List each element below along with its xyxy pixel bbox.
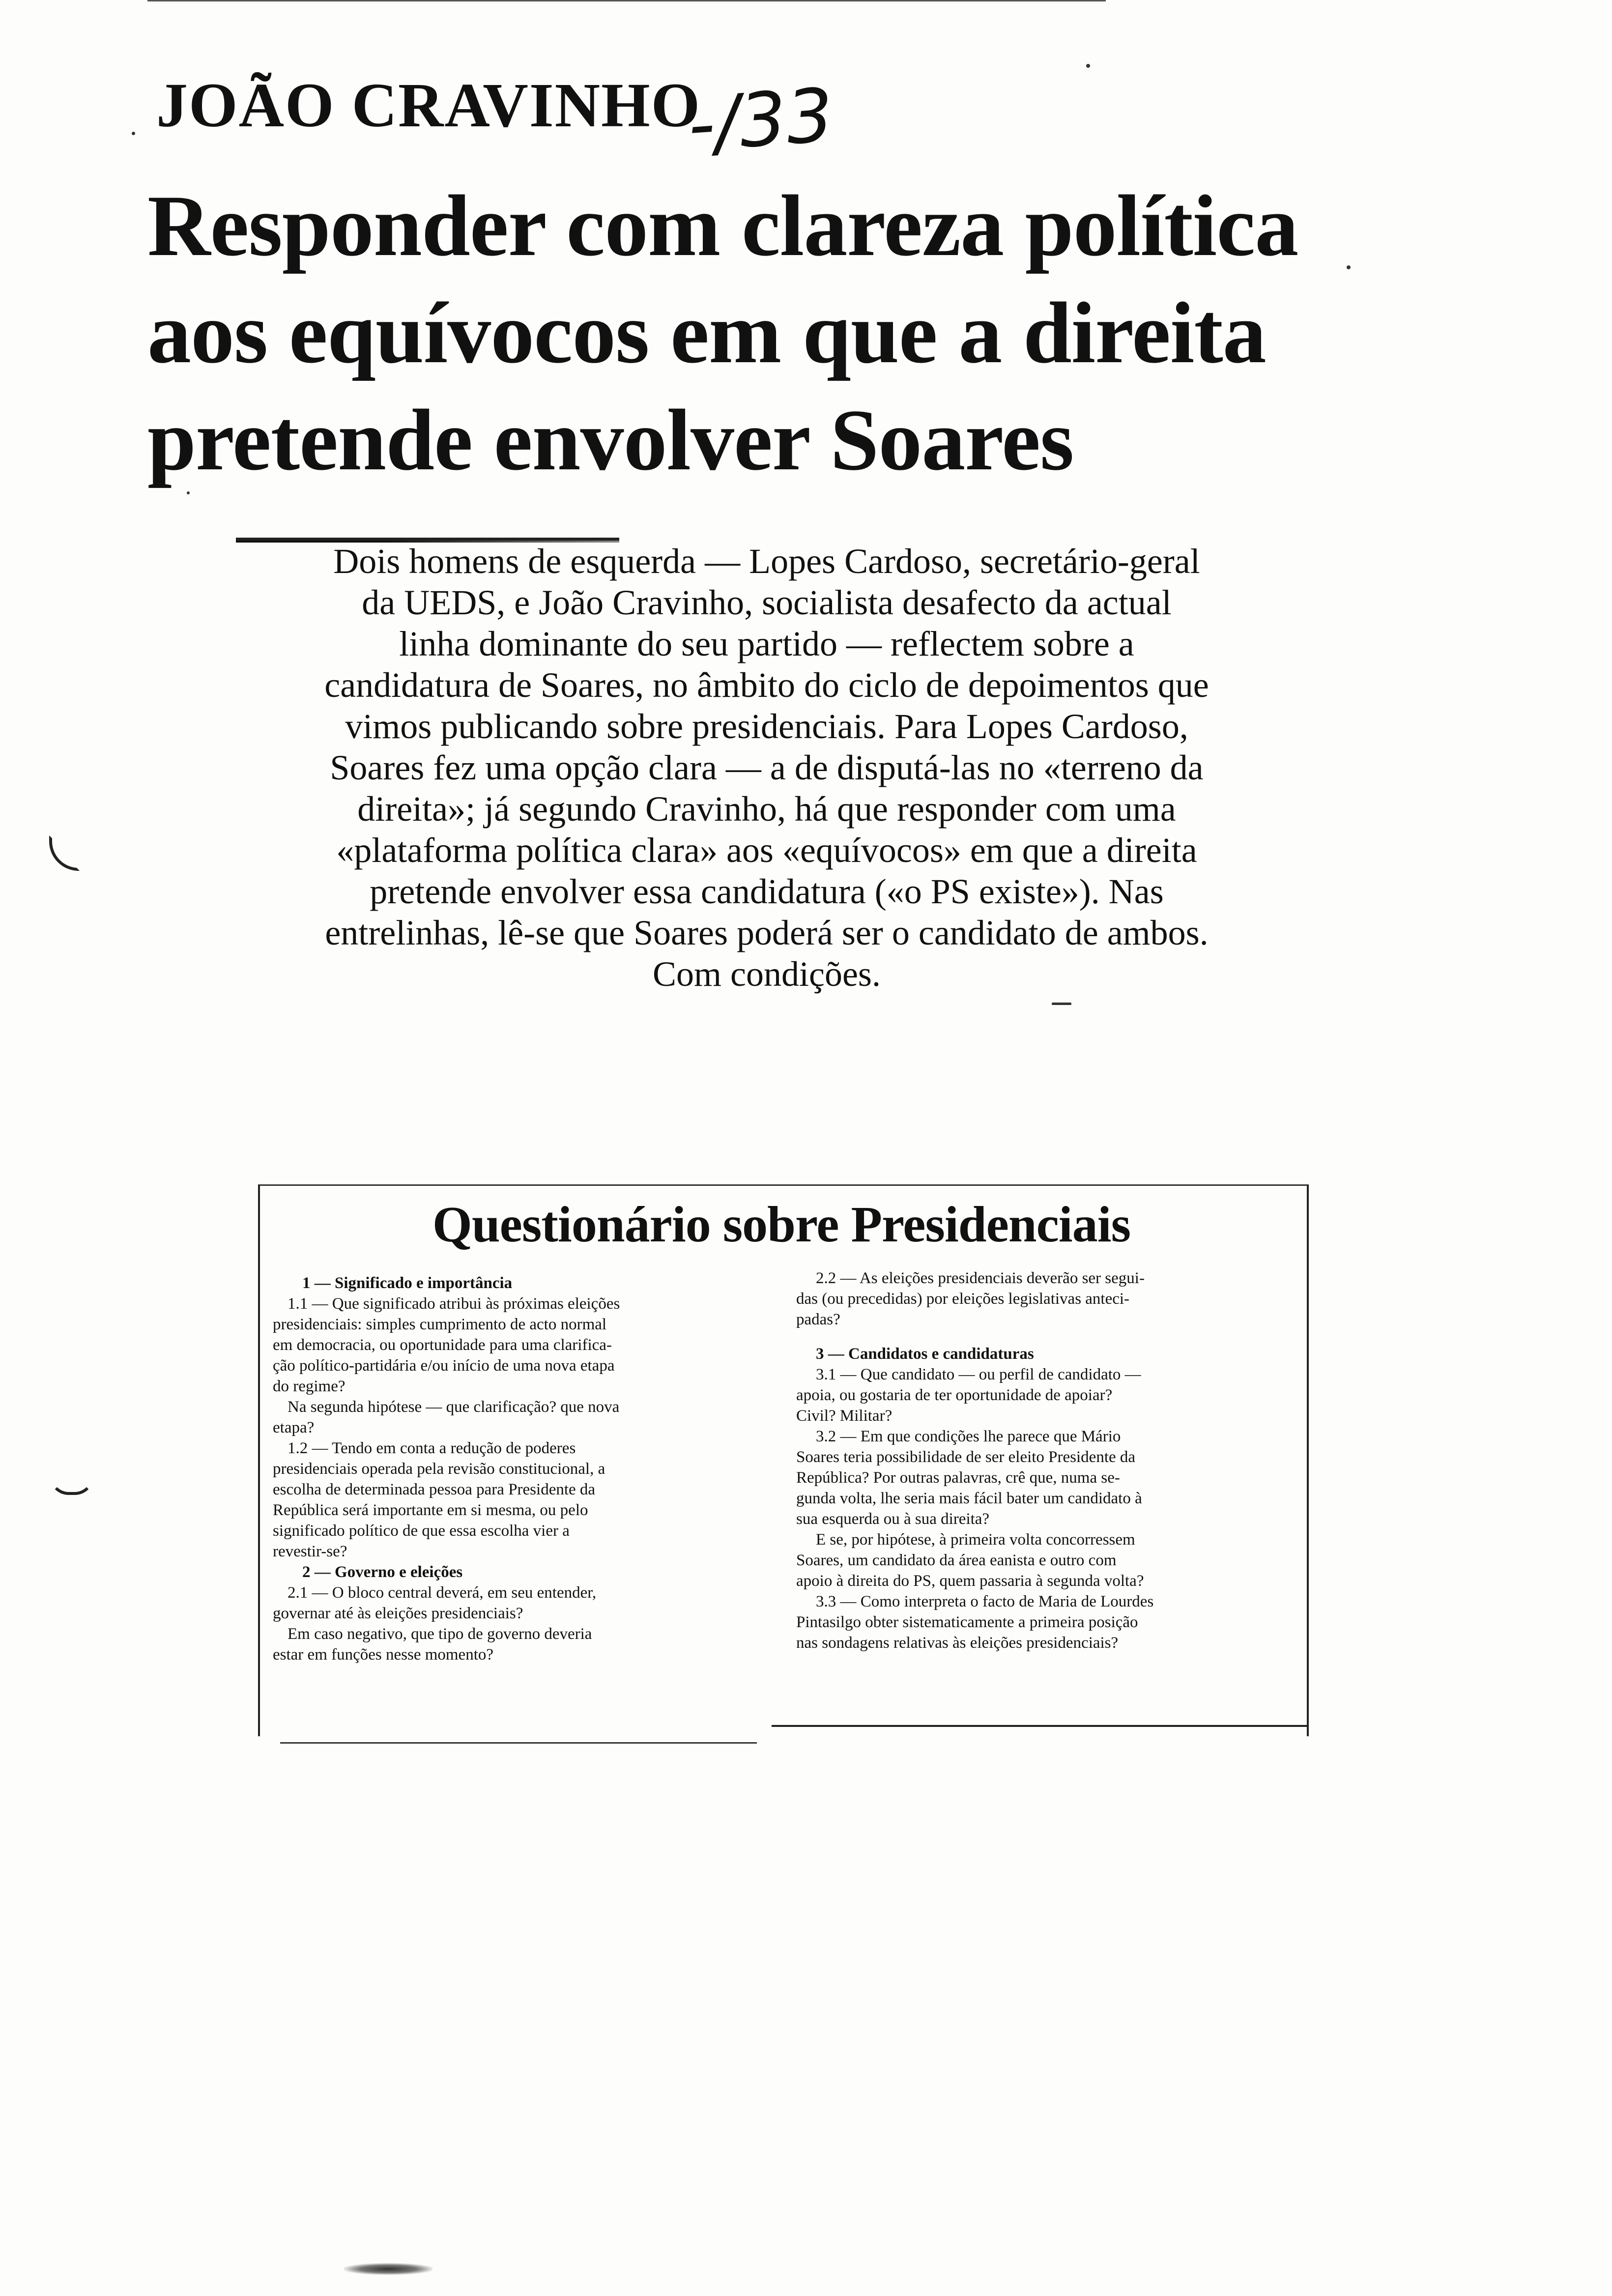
article-lead xyxy=(256,541,1278,995)
lead-line: entrelinhas, lê-se que Soares poderá ser o candidato de ambos. xyxy=(325,913,1209,952)
margin-pencil-mark xyxy=(49,835,80,871)
question-3-2 xyxy=(796,1426,1288,1529)
question-1-2 xyxy=(273,1438,764,1562)
scan-speck xyxy=(187,491,190,494)
question-line: escolha de determinada pessoa para Presidente da xyxy=(273,1481,596,1498)
lead-line: Com condições. xyxy=(653,954,881,994)
scan-smudge xyxy=(344,2263,432,2275)
article-headline xyxy=(147,172,1474,493)
headline-line: aos equívocos em que a direita xyxy=(147,284,1266,381)
question-line: apoia, ou gostaria de ter oportunidade de apoiar? xyxy=(796,1386,1113,1404)
scan-speck xyxy=(1052,1003,1071,1005)
question-line: Pintasilgo obter sistematicamente a primeira posição xyxy=(796,1613,1138,1631)
question-1-1-followup xyxy=(273,1397,764,1438)
questionnaire-bottom-rule xyxy=(772,1725,1307,1727)
question-3-2-followup xyxy=(796,1529,1288,1591)
spacer xyxy=(796,1330,1288,1344)
margin-pencil-mark xyxy=(49,1469,94,1495)
question-line: etapa? xyxy=(273,1419,315,1436)
lead-line: direita»; já segundo Cravinho, há que responder com uma xyxy=(357,789,1176,829)
question-line: nas sondagens relativas às eleições presidenciais? xyxy=(796,1634,1119,1652)
section-heading: 1 — Significado e importância xyxy=(302,1274,513,1292)
question-line: 3.3 — Como interpreta o facto de Maria de Lourdes xyxy=(816,1593,1154,1610)
question-line: República? Por outras palavras, crê que, numa se- xyxy=(796,1469,1120,1487)
question-3-1 xyxy=(796,1364,1288,1426)
question-line: Civil? Militar? xyxy=(796,1407,892,1425)
question-1-1 xyxy=(273,1293,764,1397)
question-line: presidenciais operada pela revisão constitucional, a xyxy=(273,1460,605,1478)
scan-speck xyxy=(132,132,135,135)
questionnaire-right-column xyxy=(796,1268,1288,1653)
question-line: 3.2 — Em que condições lhe parece que Mário xyxy=(816,1428,1121,1445)
question-line: apoio à direita do PS, quem passaria à segunda volta? xyxy=(796,1572,1144,1590)
lead-line: «plataforma política clara» aos «equívocos» em que a direita xyxy=(336,831,1197,870)
question-line: das (ou precedidas) por eleições legislativas anteci- xyxy=(796,1290,1130,1308)
questionnaire-left-column xyxy=(273,1273,764,1665)
question-line: ção político-partidária e/ou início de uma nova etapa xyxy=(273,1357,615,1375)
question-line: revestir-se? xyxy=(273,1543,347,1560)
question-line: padas? xyxy=(796,1311,840,1328)
lead-line: Soares fez uma opção clara — a de disputá-las no «terreno da xyxy=(330,748,1204,787)
question-2-1 xyxy=(273,1582,764,1624)
scan-speck xyxy=(1347,265,1351,269)
lead-line: candidatura de Soares, no âmbito do ciclo de depoimentos que xyxy=(324,665,1209,705)
question-line: presidenciais: simples cumprimento de acto normal xyxy=(273,1316,607,1333)
questionnaire-title: Questionário sobre Presidenciais xyxy=(432,1196,1131,1253)
question-line: Em caso negativo, que tipo de governo deveria xyxy=(288,1625,592,1643)
lead-line: Dois homens de esquerda — Lopes Cardoso, secretário-geral xyxy=(333,542,1200,581)
scan-speck xyxy=(1086,64,1090,68)
section-heading: 3 — Candidatos e candidaturas xyxy=(816,1345,1034,1363)
question-line: 2.2 — As eleições presidenciais deverão ser segui- xyxy=(816,1269,1145,1287)
question-2-2 xyxy=(796,1268,1288,1330)
question-line: 1.2 — Tendo em conta a redução de poderes xyxy=(288,1439,576,1457)
question-line: Na segunda hipótese — que clarificação? que nova xyxy=(288,1398,620,1416)
question-line: 3.1 — Que candidato — ou perfil de candidato — xyxy=(816,1366,1141,1383)
question-line: Soares, um candidato da área eanista e outro com xyxy=(796,1551,1117,1569)
article-kicker-author: JOÃO CRAVINHO xyxy=(156,70,701,140)
question-line: Soares teria possibilidade de ser eleito Presidente da xyxy=(796,1448,1136,1466)
lead-line: da UEDS, e João Cravinho, socialista desafecto da actual xyxy=(362,583,1172,622)
lead-line: linha dominante do seu partido — reflectem sobre a xyxy=(399,624,1134,663)
question-2-1-followup xyxy=(273,1624,764,1665)
question-line: E se, por hipótese, à primeira volta concorressem xyxy=(816,1531,1135,1549)
question-line: do regime? xyxy=(273,1378,345,1395)
question-3-3 xyxy=(796,1591,1288,1653)
question-line: significado político de que essa escolha vier a xyxy=(273,1522,570,1540)
question-line: gunda volta, lhe seria mais fácil bater um candidato à xyxy=(796,1490,1142,1507)
question-line: sua esquerda ou à sua direita? xyxy=(796,1510,990,1528)
headline-line: Responder com clareza política xyxy=(147,177,1298,274)
lead-line: vimos publicando sobre presidenciais. Para Lopes Cardoso, xyxy=(345,707,1188,746)
handwritten-page-mark: -/33 xyxy=(685,72,836,169)
question-line: em democracia, ou oportunidade para uma clarifica- xyxy=(273,1336,612,1354)
question-line: estar em funções nesse momento? xyxy=(273,1646,494,1664)
lead-line: pretende envolver essa candidatura («o PS existe»). Nas xyxy=(370,872,1164,911)
question-line: governar até às eleições presidenciais? xyxy=(273,1605,523,1622)
questionnaire-bottom-rule xyxy=(280,1742,757,1744)
top-edge-rule xyxy=(147,0,1106,1)
headline-line: pretende envolver Soares xyxy=(147,391,1074,488)
question-line: República será importante em si mesma, ou pelo xyxy=(273,1501,588,1519)
section-heading: 2 — Governo e eleições xyxy=(302,1563,463,1581)
question-line: 1.1 — Que significado atribui às próximas eleições xyxy=(288,1295,620,1313)
question-line: 2.1 — O bloco central deverá, em seu entender, xyxy=(288,1584,597,1602)
